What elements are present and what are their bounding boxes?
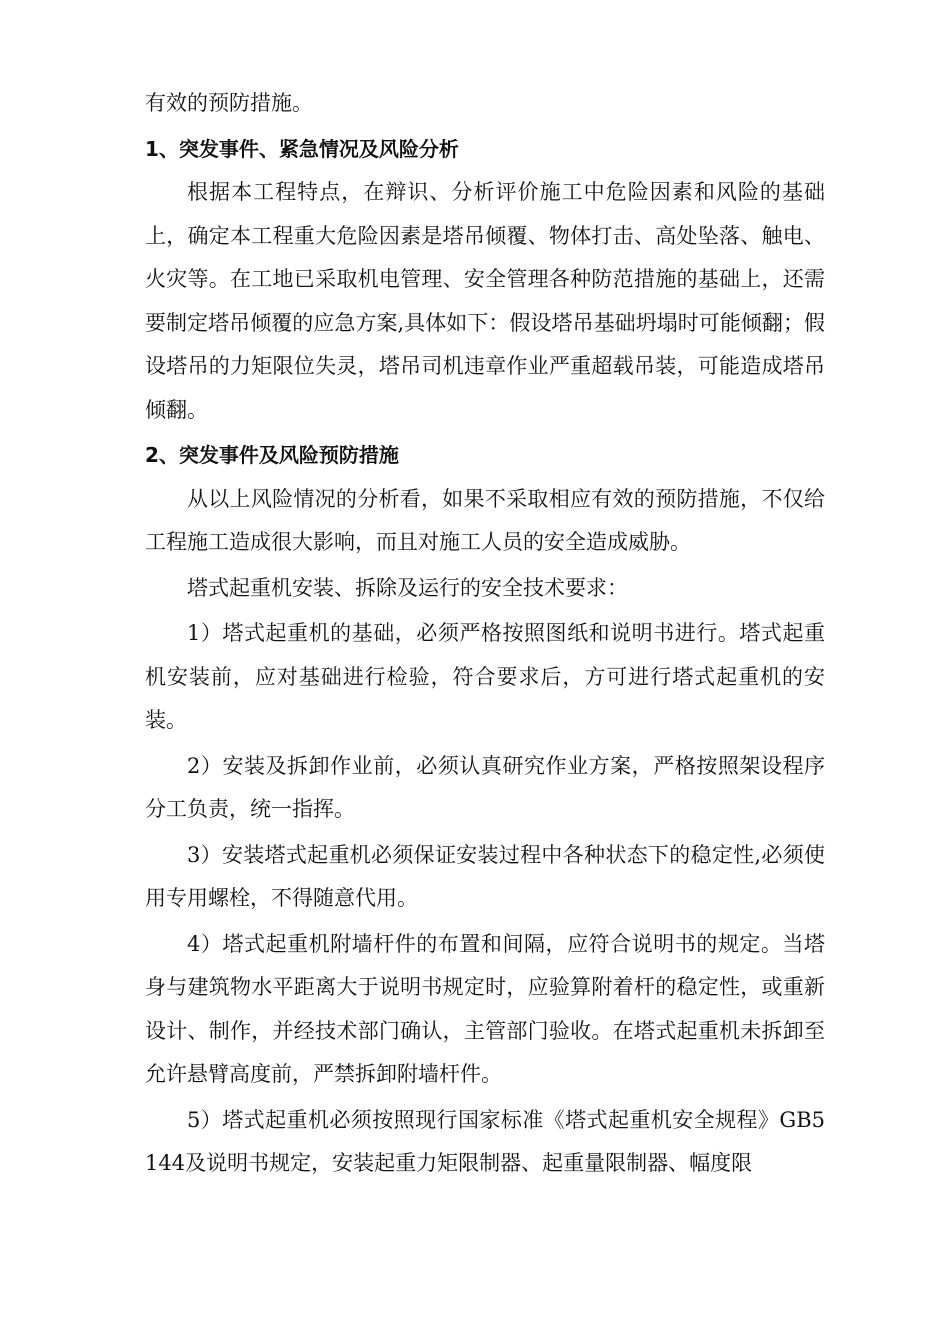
paragraph-intro-tail: 有效的预防措施。 (145, 91, 313, 115)
document-page (145, 82, 825, 1186)
paragraph-requirements-intro: 塔式起重机安装、拆除及运行的安全技术要求： (187, 575, 628, 600)
list-item-5: 5）塔式起重机必须按照现行国家标准《塔式起重机安全规程》GB5144及说明书规定，安装起重力矩限制器、起重量限制器、幅度限 (145, 1107, 825, 1175)
paragraph-risk-prevention: 从以上风险情况的分析看，如果不采取相应有效的预防措施，不仅给工程施工造成很大影响，而且对施工人员的安全造成威胁。 (145, 486, 825, 554)
list-item-4: 4）塔式起重机附墙杆件的布置和间隔，应符合说明书的规定。当塔身与建筑物水平距离大于说明书规定时，应验算附着杆的稳定性，或重新设计、制作，并经技术部门确认，主管部门验收。在塔式起重机未拆卸至允许悬臂高度前，严禁拆卸附墙杆件。 (145, 931, 825, 1086)
section-heading-1: 1、突发事件、紧急情况及风险分析 (145, 136, 459, 161)
section-heading-2: 2、突发事件及风险预防措施 (145, 443, 399, 467)
list-item-2: 2）安装及拆卸作业前，必须认真研究作业方案，严格按照架设程序分工负责，统一指挥。 (145, 753, 825, 821)
list-item-1: 1）塔式起重机的基础，必须严格按照图纸和说明书进行。塔式起重机安装前，应对基础进行检验，符合要求后，方可进行塔式起重机的安装。 (145, 621, 825, 732)
paragraph-risk-analysis: 根据本工程特点，在辩识、分析评价施工中危险因素和风险的基础上，确定本工程重大危险因素是塔吊倾覆、物体打击、高处坠落、触电、火灾等。在工地已采取机电管理、安全管理各种防范措施的基础上，还需要制定塔吊倾覆的应急方案,具体如下：假设塔吊基础坍塌时可能倾翻；假设塔吊的力矩限位失灵，塔吊司机违章作业严重超载吊装，可能造成塔吊倾翻。 (145, 180, 825, 422)
list-item-3: 3）安装塔式起重机必须保证安装过程中各种状态下的稳定性,必须使用专用螺栓，不得随意代用。 (145, 842, 825, 910)
